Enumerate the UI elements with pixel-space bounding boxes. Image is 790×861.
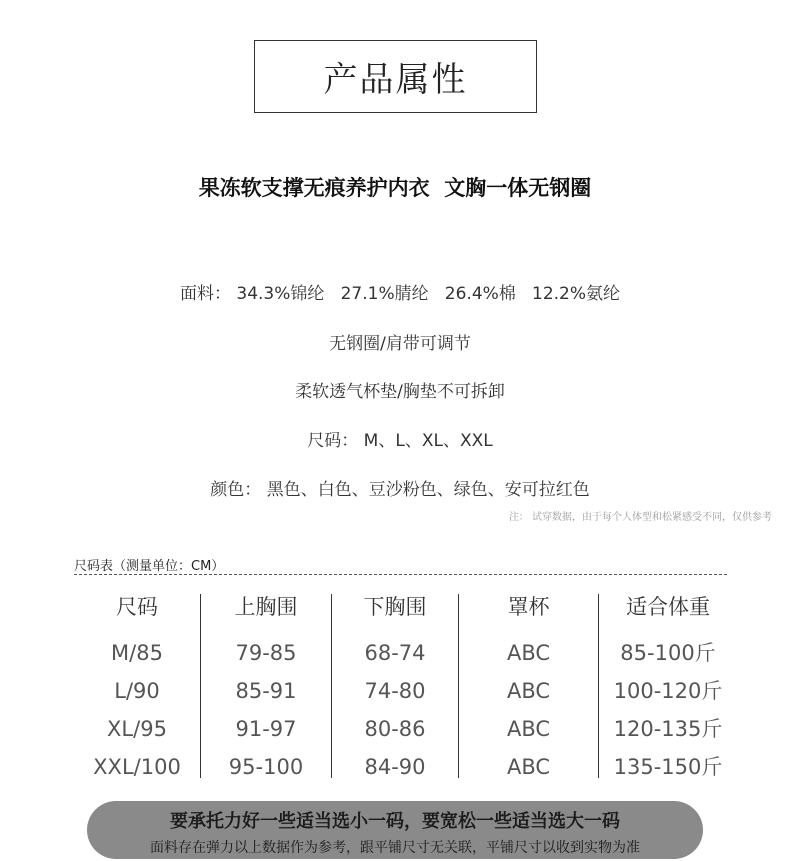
size-table [74, 588, 727, 788]
cell-size: XL/95 [107, 717, 167, 741]
header-upper-bust: 上胸围 [234, 595, 298, 619]
header-under-bust: 下胸围 [363, 595, 427, 619]
cell-upper-bust: 79-85 [235, 641, 297, 665]
cell-weight: 135-150斤 [613, 755, 723, 779]
cell-cup: ABC [506, 755, 551, 779]
attr-colors: 颜色： 黑色、白色、豆沙粉色、绿色、安可拉红色 [210, 480, 590, 500]
cell-under-bust: 68-74 [364, 641, 426, 665]
advice-main: 要承托力好一些适当选小一码，要宽松一些适当选大一码 [170, 811, 620, 832]
cell-cup: ABC [506, 641, 551, 665]
cell-under-bust: 80-86 [364, 717, 426, 741]
cell-under-bust: 84-90 [364, 755, 426, 779]
attr-pad: 柔软透气杯垫/胸垫不可拆卸 [295, 382, 505, 402]
cell-weight: 100-120斤 [613, 679, 723, 703]
header-weight: 适合体重 [626, 595, 710, 619]
attr-fabric: 面料： 34.3%锦纶 27.1%腈纶 26.4%棉 12.2%氨纶 [179, 284, 621, 304]
cell-upper-bust: 91-97 [235, 717, 297, 741]
col-size [74, 588, 200, 778]
attr-sizes: 尺码： M、L、XL、XXL [307, 431, 493, 451]
cell-weight: 85-100斤 [620, 641, 716, 665]
fit-note: 注： 试穿数据，由于每个人体型和松紧感受不同，仅供参考 [508, 512, 772, 523]
section-title: 产品属性 [323, 60, 468, 100]
col-weight [599, 588, 737, 778]
product-name: 果冻软支撑无痕养护内衣 文胸一体无钢圈 [198, 176, 592, 200]
col-under-bust [332, 588, 458, 778]
dashed-divider [74, 574, 727, 575]
cell-size: L/90 [114, 679, 160, 703]
attr-underwire: 无钢圈/肩带可调节 [329, 334, 471, 354]
cell-cup: ABC [506, 717, 551, 741]
header-cup: 罩杯 [507, 595, 550, 619]
section-title-box [254, 40, 537, 113]
cell-size: XXL/100 [93, 755, 181, 779]
cell-under-bust: 74-80 [364, 679, 426, 703]
size-advice-banner [87, 801, 703, 859]
cell-cup: ABC [506, 679, 551, 703]
cell-upper-bust: 95-100 [228, 755, 304, 779]
header-size: 尺码 [116, 595, 158, 619]
col-cup [459, 588, 598, 778]
cell-upper-bust: 85-91 [235, 679, 297, 703]
advice-sub: 面料存在弹力以上数据作为参考，跟平铺尺寸无关联，平铺尺寸以收到实物为准 [150, 840, 640, 856]
cell-size: M/85 [111, 641, 163, 665]
size-chart-caption: 尺码表（测量单位：CM） [74, 559, 225, 574]
cell-weight: 120-135斤 [613, 717, 723, 741]
col-upper-bust [201, 588, 331, 778]
